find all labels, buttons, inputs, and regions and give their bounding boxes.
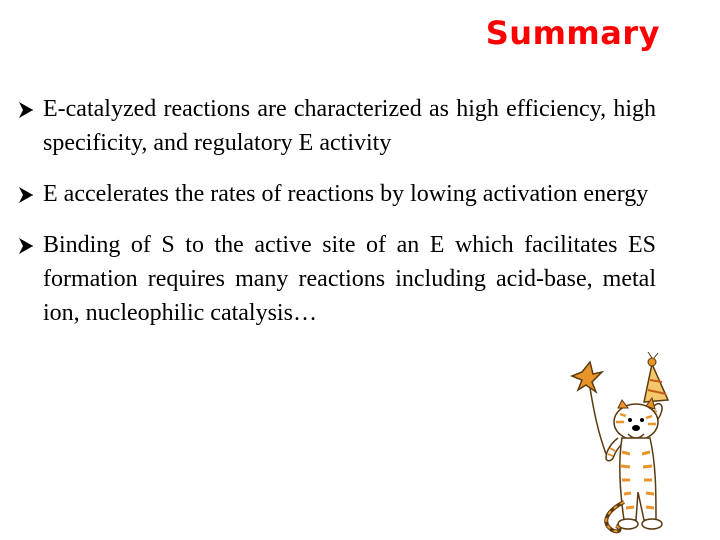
- arrowhead-bullet-icon: [18, 186, 34, 204]
- slide-title: Summary: [485, 14, 660, 52]
- noisemaker-icon: [572, 362, 606, 454]
- bullet-item: [18, 92, 656, 160]
- arrowhead-bullet-icon: [18, 101, 34, 119]
- bullet-text: E-catalyzed reactions are characterized as high efficiency, high specificity, and regulatory E activity: [43, 96, 656, 156]
- party-tiger-illustration: [560, 352, 688, 538]
- tiger-head: [614, 398, 658, 440]
- party-hat-icon: [644, 352, 668, 402]
- bullet-item: [18, 228, 656, 330]
- bullet-list: [18, 92, 656, 330]
- bullet-text: Binding of S to the active site of an E which facilitates ES formation requires many reactions including acid-base, metal ion, nucleophilic catalysis…: [43, 232, 656, 326]
- bullet-text: E accelerates the rates of reactions by lowing activation energy: [43, 181, 649, 207]
- arrowhead-bullet-icon: [18, 237, 34, 255]
- bullet-item: [18, 177, 656, 211]
